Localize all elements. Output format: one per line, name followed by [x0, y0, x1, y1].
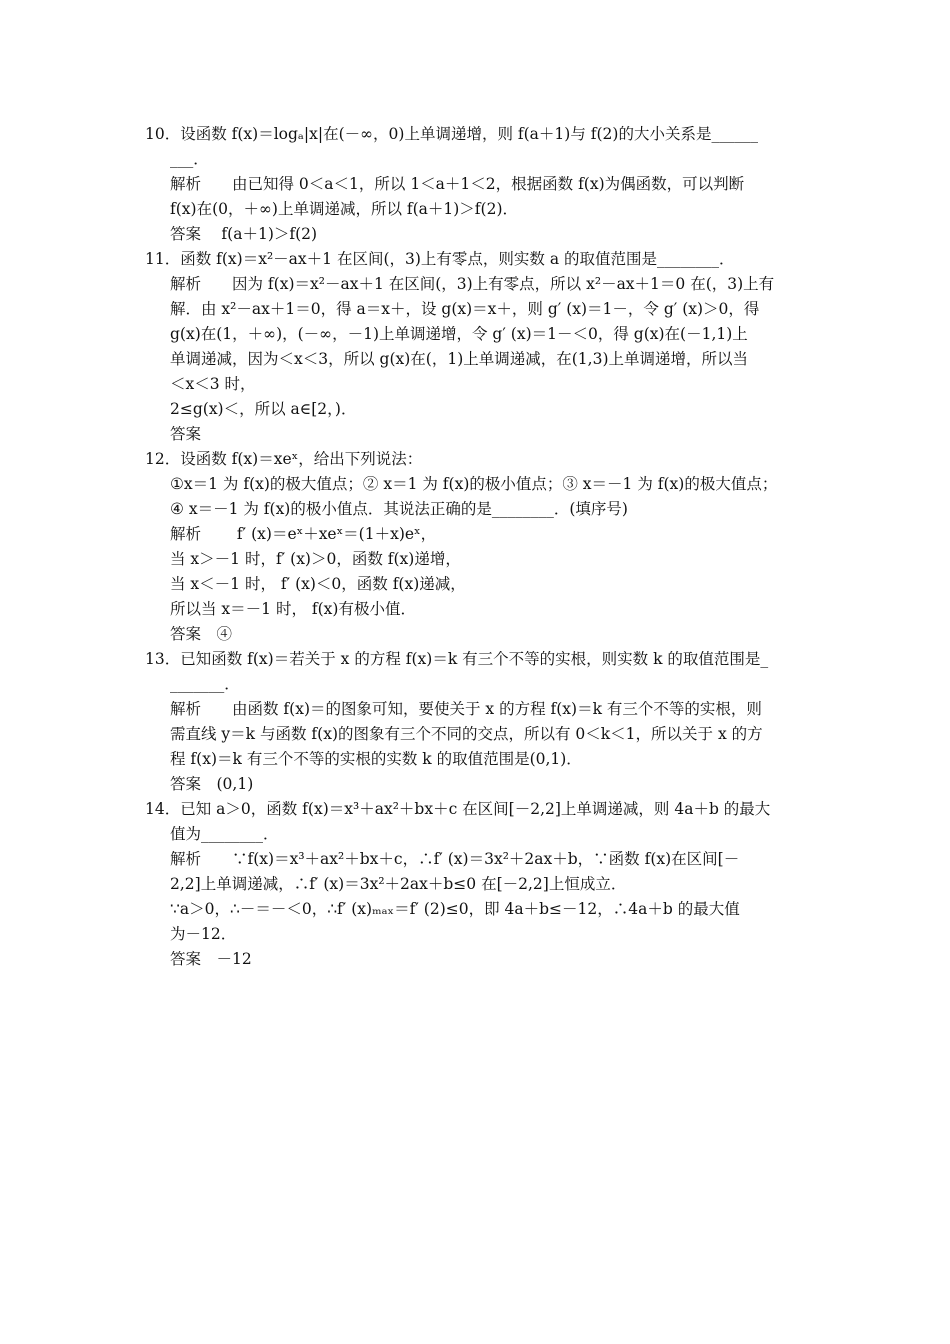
- problem-12-question: 12．设函数 f(x)＝xeˣ，给出下列说法：: [145, 450, 423, 468]
- problem-12-analysis-line-3: 当 x＜－1 时， f′ (x)＜0，函数 f(x)递减，: [170, 575, 466, 593]
- problem-14-answer: 答案 －12: [170, 950, 252, 968]
- problem-14-analysis-line-4: 为－12．: [170, 925, 237, 943]
- problem-12-analysis-line-2: 当 x＞－1 时，f′ (x)＞0，函数 f(x)递增，: [170, 550, 461, 568]
- problem-13-question-line-2: _______．: [170, 675, 240, 693]
- problem-11-analysis-line-2: 解．由 x²－ax＋1＝0，得 a＝x＋，设 g(x)＝x＋，则 g′ (x)＝1－，令 g′ (x)＞0，得: [170, 300, 760, 318]
- problem-10-analysis-line-1: 解析 由已知得 0＜a＜1，所以 1＜a＋1＜2，根据函数 f(x)为偶函数，可以判断: [170, 175, 745, 193]
- problem-11-question: 11．函数 f(x)＝x²－ax＋1 在区间(，3)上有零点，则实数 a 的取值范围是________．: [145, 250, 735, 268]
- problem-13-answer: 答案 (0,1): [170, 775, 254, 793]
- problem-10-analysis-line-2: f(x)在(0，＋∞)上单调递减，所以 f(a＋1)＞f(2)．: [170, 200, 518, 218]
- problem-14-analysis-line-1: 解析 ∵f(x)＝x³＋ax²＋bx＋c，∴f′ (x)＝3x²＋2ax＋b，∵函数 f(x)在区间[－: [170, 850, 740, 868]
- problem-12-analysis-line-1: 解析 f′ (x)＝eˣ＋xeˣ＝(1＋x)eˣ，: [170, 525, 437, 543]
- problem-12-answer: 答案 ④: [170, 625, 233, 643]
- problem-12-statements-line-2: ④ x＝－1 为 f(x)的极小值点．其说法正确的是________．(填序号): [170, 500, 628, 518]
- problem-11-analysis-line-1: 解析 因为 f(x)＝x²－ax＋1 在区间(，3)上有零点，所以 x²－ax＋1＝0 在(，3)上有: [170, 275, 775, 293]
- problem-12-analysis-line-4: 所以当 x＝－1 时， f(x)有极小值．: [170, 600, 416, 618]
- problem-10-question-line-1: 10．设函数 f(x)＝logₐ|x|在(－∞，0)上单调递增，则 f(a＋1)与 f(2)的大小关系是______: [145, 125, 758, 143]
- problem-14-question-line-1: 14．已知 a＞0，函数 f(x)＝x³＋ax²＋bx＋c 在区间[－2,2]上单调递减，则 4a＋b 的最大: [145, 800, 771, 818]
- problem-13-question-line-1: 13．已知函数 f(x)＝若关于 x 的方程 f(x)＝k 有三个不等的实根，则实数 k 的取值范围是_: [145, 650, 769, 668]
- problem-14-analysis-line-2: 2,2]上单调递减，∴f′ (x)＝3x²＋2ax＋b≤0 在[－2,2]上恒成立．: [170, 875, 627, 893]
- problem-14-question-line-2: 值为________．: [170, 825, 279, 843]
- problem-10-answer: 答案 f(a＋1)＞f(2): [170, 225, 318, 243]
- problem-10-question-line-2: ___．: [170, 150, 209, 168]
- problem-11-analysis-line-6: 2≤g(x)＜，所以 a∈[2，)．: [170, 400, 357, 418]
- problem-14-analysis-line-3: ∵a＞0，∴－＝－＜0，∴f′ (x)ₘₐₓ＝f′ (2)≤0，即 4a＋b≤－12，∴4a＋b 的最大值: [170, 900, 740, 918]
- problem-11-analysis-line-5: ＜x＜3 时，: [170, 375, 256, 393]
- problem-13-analysis-line-1: 解析 由函数 f(x)＝的图象可知，要使关于 x 的方程 f(x)＝k 有三个不等的实根，则: [170, 700, 762, 718]
- problem-13-analysis-line-3: 程 f(x)＝k 有三个不等的实根的实数 k 的取值范围是(0,1)．: [170, 750, 582, 768]
- problem-12-statements-line-1: ①x＝1 为 f(x)的极大值点；② x＝1 为 f(x)的极小值点；③ x＝－1 为 f(x)的极大值点；: [170, 475, 778, 493]
- problem-11-analysis-line-4: 单调递减，因为＜x＜3，所以 g(x)在(，1)上单调递减，在(1,3)上单调递增，所以当: [170, 350, 748, 368]
- problem-13-analysis-line-2: 需直线 y＝k 与函数 f(x)的图象有三个不同的交点，所以有 0＜k＜1，所以关于 x 的方: [170, 725, 763, 743]
- problem-11-answer: 答案: [170, 425, 202, 443]
- problem-11-analysis-line-3: g(x)在(1，＋∞)，(－∞，－1)上单调递增，令 g′ (x)＝1－＜0，得 g(x)在(－1,1)上: [170, 325, 748, 343]
